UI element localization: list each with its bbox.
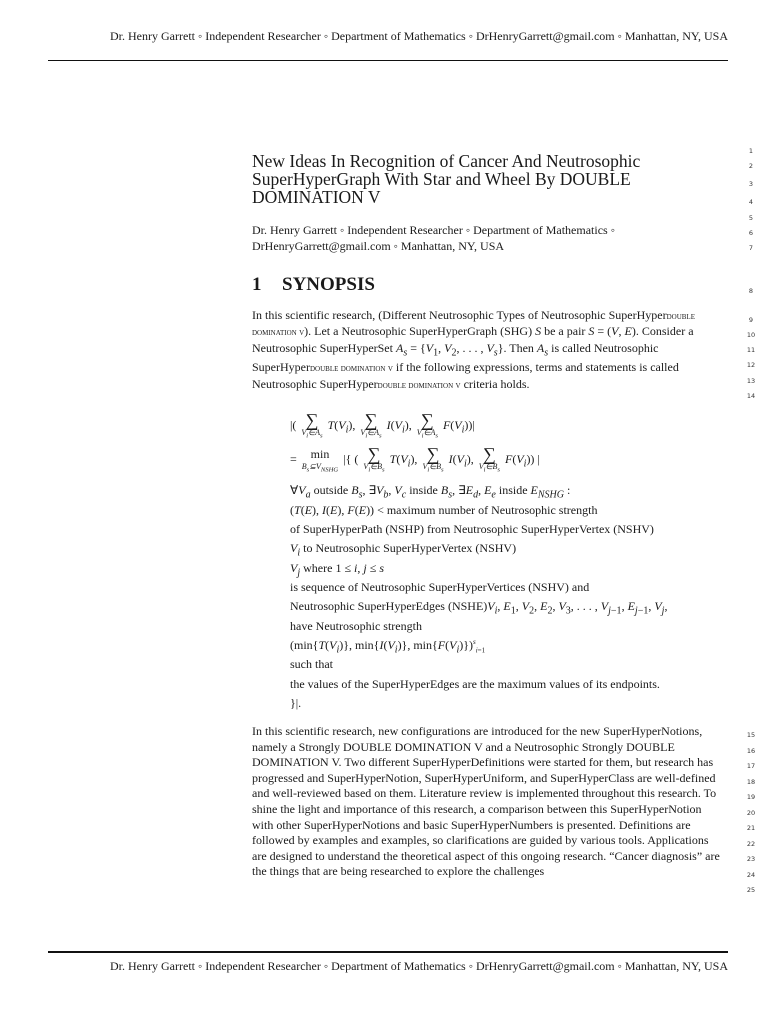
line-number: 19 [746,793,756,801]
line-number: 14 [746,392,756,400]
intro-text-8: criteria holds. [460,376,530,391]
line-number: 11 [746,346,756,354]
intro-text-6: is called Neutrosophic SuperHyper [252,340,659,375]
math-line-13: the values of the SuperHyperEdges are the maximum values of its endpoints. [290,677,660,691]
intro-text-4: . Consider a Neutrosophic SuperHyperSet [252,324,694,355]
line-number: 21 [746,824,756,832]
header-rule [48,60,728,61]
intro-smallcaps-1: double domination v [252,312,695,339]
math-line-14: }|. [290,696,302,710]
math-text-6: to Neutrosophic SuperHyperVertex (NSHV) [300,541,517,555]
math-line-12: such that [290,657,333,671]
section-heading [252,274,724,296]
line-number: 12 [746,361,756,369]
line-number: 4 [748,198,754,206]
running-header: Dr. Henry Garrett ◦ Independent Researcher ◦ Department of Mathematics ◦ DrHenryGarrett@gmail.com ◦ Manhattan, NY, USA [110,29,728,43]
math-text-9: Neutrosophic SuperHyperEdges (NSHE) [290,599,488,613]
line-number: 13 [746,377,756,385]
math-line-4: (T(E), I(E), F(E)) < maximum number of Neutrosophic strength [290,503,598,517]
line-number: 18 [746,778,756,786]
running-footer: Dr. Henry Garrett ◦ Independent Researcher ◦ Department of Mathematics ◦ DrHenryGarrett@gmail.com ◦ Manhattan, NY, USA [110,959,728,973]
footer-rule [48,951,728,953]
line-number: 22 [746,840,756,848]
section-title: SYNOPSIS [282,274,375,295]
intro-smallcaps-2: double domination v [309,364,393,375]
line-number: 20 [746,809,756,817]
line-number: 10 [746,331,756,339]
line-number: 5 [748,214,754,222]
intro-smallcaps-3: double domination v [377,380,461,391]
math-line-2: = min $B_s⊆V_{NSHG}$ |{ ( ∑ $V_i\in B_s$ $T(V_i)$, ∑ $V_i\in B_s$ $I(V_i)$, ∑ $V_i\in B_s$ $F(V_i)$) | [290,444,540,474]
math-text-outside: outside [313,483,349,497]
line-number: 16 [746,747,756,755]
intro-text-3: be a pair [541,324,589,339]
math-line-10: have Neutrosophic strength [290,619,422,633]
line-number: 2 [748,162,754,170]
line-number: 17 [746,762,756,770]
math-text-4: < maximum number of Neutrosophic strength [377,503,598,517]
line-number: 9 [748,316,754,324]
math-text-7: where [300,561,336,575]
math-line-7: $V_j$ where 1 ≤ i, j ≤ s [290,561,384,579]
line-number: 24 [746,871,756,879]
line-number: 1 [748,147,754,155]
intro-text-1: In this scientific research, (Different Neutrosophic Types of Neutrosophic SuperHyper [252,308,667,322]
intro-text-2: ). Let a Neutrosophic SuperHyperGraph (SHG) [304,324,536,339]
math-text-inside-2: inside [498,483,528,497]
intro-text-7: if the following expressions, terms and statements is called Neutrosophic SuperHyper [252,360,679,391]
math-line-5: of SuperHyperPath (NSHP) from Neutrosophic SuperHyperVertex (NSHV) [290,522,654,536]
line-number: 3 [748,180,754,188]
line-number: 25 [746,886,756,894]
math-line-1: |( ∑ $V_i\in A_s$ $T(V_i)$, ∑ $V_i\in A_s$ $I(V_i)$, ∑ $V_i\in A_s$ $F(V_i))|$ [290,410,475,440]
intro-text-5: . Then [503,340,537,355]
math-text-inside-1: inside [409,483,438,497]
intro-paragraph: In this scientific research, (Different Neutrosophic Types of Neutrosophic SuperHyperdouble domination v). Let a Neutrosophic SuperHyperGraph (SHG) S be a pair S = (V, E). Consider a Neutrosophic SuperHyperSet $A_s = \{V_1$, $V_2$, . . . , $V_s$}. Then $A_s$ is called Neutrosophic SuperHyperdouble domination v if the following expressions, terms and statements is called Neutrosophic SuperHyperdouble domination v criteria holds. [252,308,695,391]
math-line-8: is sequence of Neutrosophic SuperHyperVertices (NSHV) and [290,580,590,594]
section-number: 1 [252,274,262,295]
author-line: Dr. Henry Garrett ◦ Independent Researcher ◦ Department of Mathematics ◦ DrHenryGarrett@gmail.com ◦ Manhattan, NY, USA [252,223,615,253]
math-line-3: $\forall V_a$ outside $B_s$, $\exists V_b$, $V_c$ inside $B_s$, $\exists E_d$, $E_e$ inside $E_{NSHG}$ : [290,483,571,501]
line-number: 6 [748,229,754,237]
line-number: 23 [746,855,756,863]
line-number: 7 [748,244,754,252]
line-number: 15 [746,731,756,739]
math-line-11: ($\min\{T(V_i)\}$, $\min\{I(V_i)\}$, $\min\{F(V_i)\})^s_{i=1}$ [290,638,486,656]
line-number: 8 [748,287,754,295]
math-line-6: $V_i$ to Neutrosophic SuperHyperVertex (NSHV) [290,541,517,559]
math-line-9: Neutrosophic SuperHyperEdges $(NSHE)V_i$, $E_1$, $V_2$, $E_2$, $V_3$, . . . , $V_{j-1}$, $E_{j-1}$, $V_j$, [290,599,668,617]
paper-title: New Ideas In Recognition of Cancer And Neutrosophic SuperHyperGraph With Star and Wheel By DOUBLE DOMINATION V [252,151,641,207]
body-paragraph: In this scientific research, new configurations are introduced for the new SuperHyperNotions, namely a Strongly DOUBLE DOMINATION V and a Neutrosophic Strongly DOUBLE DOMINATION V. Two different SuperHyperDefinitions were started for them, but research has progressed and SuperHyperNotion, SuperHyperUniform, and SuperHyperClass are well-defined and well-reviewed based on them. Literature review is implemented throughout this research. To shine the light and importance of this research, a comparison between this SuperHyperNotion with other SuperHyperNotions and basic SuperHyperNumbers is presented. Definitions are followed by examples and examples, so clarifications are guided by various tools. Applications are designed to understand the theoretical aspect of this ongoing research. “Cancer diagnosis” are the things that are being researched to explore the challenges [252,724,720,879]
